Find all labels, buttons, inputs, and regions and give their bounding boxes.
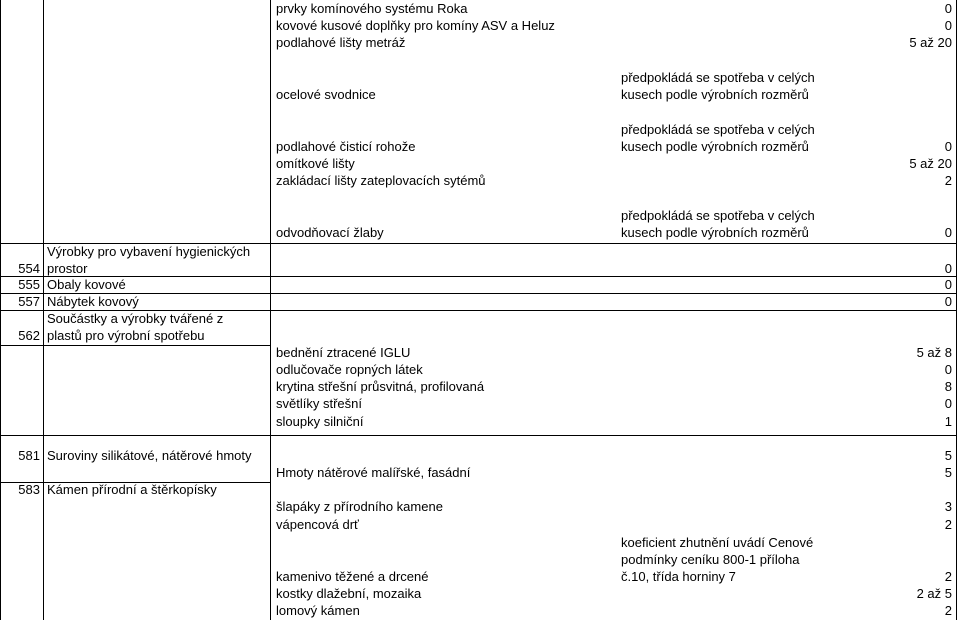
value-cell: 0	[944, 225, 952, 240]
value-cell: 5 až 8	[916, 345, 952, 360]
group-label: Suroviny silikátové, nátěrové hmoty	[47, 448, 252, 463]
value-cell: 1	[944, 414, 952, 429]
value-cell: 2	[944, 603, 952, 618]
item-label: prvky komínového systému Roka	[276, 1, 468, 16]
row-code: 554	[18, 261, 40, 276]
value-cell: 8	[944, 379, 952, 394]
value-cell: 5	[944, 465, 952, 480]
group-label: Kámen přírodní a štěrkopísky	[47, 482, 217, 497]
item-label: podlahové lišty metráž	[276, 35, 406, 50]
group-label: Součástky a výrobky tvářené z	[47, 311, 224, 326]
item-label: podlahové čisticí rohože	[276, 139, 416, 154]
row-code: 555	[18, 277, 40, 292]
item-label: kostky dlažební, mozaika	[276, 586, 422, 601]
item-label: šlapáky z přírodního kamene	[276, 499, 443, 514]
note-text: předpokládá se spotřeba v celých	[621, 122, 815, 137]
item-label: krytina střešní průsvitná, profilovaná	[276, 379, 485, 394]
row-code: 583	[18, 482, 40, 497]
item-label: odlučovače ropných látek	[276, 362, 423, 377]
note-text: předpokládá se spotřeba v celých	[621, 208, 815, 223]
value-cell: 5 až 20	[909, 156, 952, 171]
row-code: 562	[18, 328, 40, 343]
item-label: světlíky střešní	[276, 396, 362, 411]
grid-line	[0, 435, 957, 436]
note-text: předpokládá se spotřeba v celých	[621, 70, 815, 85]
item-label: omítkové lišty	[276, 156, 355, 171]
group-label: Nábytek kovový	[47, 294, 139, 309]
note-text: kusech podle výrobních rozměrů	[621, 87, 809, 102]
item-label: odvodňovací žlaby	[276, 225, 384, 240]
value-cell: 0	[944, 261, 952, 276]
row-code: 557	[18, 294, 40, 309]
item-label: zakládací lišty zateplovacích sytémů	[276, 173, 486, 188]
item-label: kovové kusové doplňky pro komíny ASV a Heluz	[276, 18, 555, 33]
item-label: kamenivo těžené a drcené	[276, 569, 429, 584]
value-cell: 2	[944, 173, 952, 188]
group-label: Obaly kovové	[47, 277, 126, 292]
item-label: Hmoty nátěrové malířské, fasádní	[276, 465, 471, 480]
grid-line	[0, 345, 270, 346]
value-cell: 0	[944, 277, 952, 292]
value-cell: 5	[944, 448, 952, 463]
value-cell: 2	[944, 517, 952, 532]
note-text: kusech podle výrobních rozměrů	[621, 139, 809, 154]
note-text: podmínky ceníku 800-1 příloha	[621, 552, 800, 567]
value-cell: 5 až 20	[909, 35, 952, 50]
value-cell: 0	[944, 396, 952, 411]
value-cell: 0	[944, 18, 952, 33]
item-label: ocelové svodnice	[276, 87, 376, 102]
group-label: Výrobky pro vybavení hygienických	[47, 244, 251, 259]
group-label: prostor	[47, 261, 88, 276]
item-label: sloupky silniční	[276, 414, 364, 429]
value-cell: 0	[944, 1, 952, 16]
value-cell: 0	[944, 294, 952, 309]
item-label: vápencová drť	[276, 517, 359, 532]
row-code: 581	[18, 448, 40, 463]
value-cell: 0	[944, 139, 952, 154]
note-text: č.10, třída horniny 7	[621, 569, 736, 584]
value-cell: 2	[944, 569, 952, 584]
group-label: plastů pro výrobní spotřebu	[47, 328, 205, 343]
item-label: lomový kámen	[276, 603, 360, 618]
note-text: kusech podle výrobních rozměrů	[621, 225, 809, 240]
item-label: bednění ztracené IGLU	[276, 345, 411, 360]
value-cell: 0	[944, 362, 952, 377]
value-cell: 2 až 5	[916, 586, 952, 601]
note-text: koeficient zhutnění uvádí Cenové	[621, 535, 814, 550]
value-cell: 3	[944, 499, 952, 514]
